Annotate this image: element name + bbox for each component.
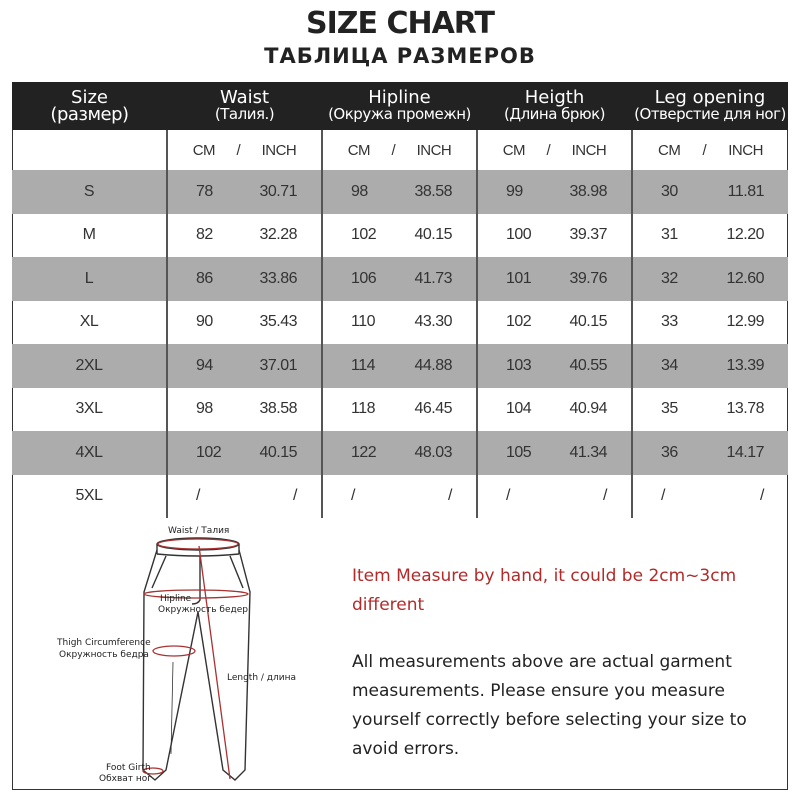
column-header-leg-opening: Leg opening (Отверстие для ног) (632, 82, 788, 130)
units-cell: CM / INCH (632, 130, 788, 170)
cm-value: 94 (196, 356, 213, 374)
cm-value: 118 (351, 400, 376, 418)
inch-value: 13.78 (726, 400, 764, 418)
inch-value: 40.15 (569, 313, 607, 331)
column-header-waist: Waist (Талия.) (167, 82, 322, 130)
measurement-cell (322, 388, 477, 432)
cm-value: 102 (196, 443, 222, 461)
inch-value: / (760, 487, 764, 505)
size-cell: 4XL (12, 431, 167, 475)
inch-value: 12.20 (726, 226, 764, 244)
inch-value: 44.88 (414, 356, 452, 374)
measurement-cell (167, 388, 322, 432)
measurement-cell (167, 344, 322, 388)
inch-value: 12.60 (726, 269, 764, 287)
cm-value: 106 (351, 269, 377, 287)
measurement-cell (632, 170, 788, 214)
measurement-cell (477, 475, 632, 519)
measurement-cell (477, 301, 632, 345)
measurement-cell (632, 301, 788, 345)
measurement-cell (632, 388, 788, 432)
foot-girth-label-ru: Обхват ног (99, 774, 153, 784)
cm-value: 90 (196, 313, 213, 331)
cm-value: / (661, 487, 665, 505)
inch-value: 33.86 (259, 269, 297, 287)
inch-value: 46.45 (414, 400, 452, 418)
cm-value: / (196, 487, 200, 505)
cm-value: 104 (506, 400, 532, 418)
table-row (12, 475, 788, 519)
inch-value: 40.94 (569, 400, 607, 418)
measurement-cell (167, 214, 322, 258)
cm-value: 99 (506, 182, 523, 200)
hipline-label-en: Hipline (160, 594, 192, 604)
units-cell: CM / INCH (477, 130, 632, 170)
measurement-cell (322, 475, 477, 519)
cm-value: / (351, 487, 355, 505)
cm-value: 98 (351, 182, 368, 200)
measurement-cell (322, 344, 477, 388)
table-row (12, 344, 788, 388)
cm-value: 35 (661, 400, 678, 418)
measurement-cell (322, 257, 477, 301)
size-cell: 3XL (75, 400, 103, 418)
cm-value: / (506, 487, 510, 505)
inch-value: 13.39 (726, 356, 764, 374)
measurement-cell (632, 475, 788, 519)
hipline-label-ru: Окружность бедер (158, 605, 248, 615)
page-title: SIZE CHART (305, 6, 495, 41)
cm-value: 105 (506, 443, 532, 461)
table-row (12, 388, 788, 432)
cm-value: 82 (196, 226, 213, 244)
measurement-cell (477, 388, 632, 432)
inch-value: 40.15 (259, 443, 297, 461)
measurement-cell (167, 170, 322, 214)
inch-value: 32.28 (259, 226, 297, 244)
table-row (12, 214, 788, 258)
cm-value: 122 (351, 443, 377, 461)
measure-note: Item Measure by hand, it could be 2cm~3cm different (352, 566, 737, 615)
inch-value: 41.73 (414, 269, 452, 287)
measurement-cell (477, 214, 632, 258)
units-cell: CM / INCH (167, 130, 322, 170)
measurement-cell (322, 431, 477, 475)
cm-value: 33 (661, 313, 678, 331)
units-row (12, 130, 788, 170)
cm-value: 86 (196, 269, 213, 287)
cm-value: 103 (506, 356, 532, 374)
thigh-label-ru: Окружность бедра (59, 650, 149, 660)
measurement-cell (167, 257, 322, 301)
cm-value: 110 (351, 313, 376, 331)
inch-value: 38.98 (569, 182, 607, 200)
size-table (12, 82, 788, 518)
inch-value: 41.34 (569, 443, 607, 461)
measurement-cell (477, 344, 632, 388)
waist-label: Waist / Талия (168, 526, 230, 536)
inch-value: / (603, 487, 607, 505)
inch-value: 48.03 (414, 443, 452, 461)
units-cell: CM / INCH (322, 130, 477, 170)
table-row (12, 431, 788, 475)
inch-value: 38.58 (414, 182, 452, 200)
cm-value: 102 (351, 226, 377, 244)
cm-value: 98 (196, 400, 213, 418)
size-cell: 5XL (75, 487, 103, 505)
inch-value: 38.58 (259, 400, 297, 418)
inch-value: 35.43 (259, 313, 297, 331)
measurement-cell (167, 301, 322, 345)
size-cell: S (12, 170, 167, 214)
measurement-cell (477, 431, 632, 475)
size-cell: L (12, 257, 167, 301)
column-header-height: Heigth (Длина брюк) (477, 82, 632, 130)
cm-value: 100 (506, 226, 532, 244)
measurement-cell (322, 214, 477, 258)
table-row (12, 257, 788, 301)
inch-value: 39.37 (569, 226, 607, 244)
column-header-hipline: Hipline (Окружа промежн) (322, 82, 477, 130)
inch-value: 40.55 (569, 356, 607, 374)
measurement-cell (477, 170, 632, 214)
measurement-cell (167, 431, 322, 475)
cm-value: 31 (661, 226, 678, 244)
cm-value: 34 (661, 356, 678, 374)
cm-value: 78 (196, 182, 213, 200)
cm-value: 114 (351, 356, 376, 374)
measurement-description: All measurements above are actual garment measurements. Please ensure you measure yourself correctly before selecting your size to avoid errors. (352, 652, 747, 759)
measurement-cell (477, 257, 632, 301)
measurement-cell (167, 475, 322, 519)
thigh-label-en: Thigh Circumference (57, 638, 151, 648)
cm-value: 32 (661, 269, 678, 287)
cm-value: 36 (661, 443, 678, 461)
inch-value: 39.76 (569, 269, 607, 287)
inch-value: 43.30 (414, 313, 452, 331)
inch-value: 11.81 (727, 182, 764, 200)
size-cell: 2XL (12, 344, 167, 388)
measurement-cell (632, 214, 788, 258)
units-empty-cell (12, 130, 167, 170)
table-header-row (12, 82, 788, 130)
size-cell: XL (79, 313, 99, 331)
inch-value: 40.15 (414, 226, 452, 244)
table-row (12, 170, 788, 214)
inch-value: 14.17 (726, 443, 764, 461)
cm-value: 30 (661, 182, 678, 200)
inch-value: / (293, 487, 297, 505)
measurement-cell (632, 344, 788, 388)
table-row (12, 301, 788, 345)
measurement-cell (322, 301, 477, 345)
inch-value: 37.01 (259, 356, 297, 374)
column-header-size: Size (размер) (12, 82, 167, 130)
inch-value: 30.71 (259, 182, 297, 200)
inch-value: 12.99 (726, 313, 764, 331)
pants-measurement-illustration (40, 522, 330, 788)
length-label: Length / длина (227, 673, 297, 683)
foot-girth-label-en: Foot Girth (106, 763, 151, 773)
measurement-cell (632, 431, 788, 475)
size-cell: M (82, 226, 96, 244)
measurement-cell (322, 170, 477, 214)
inch-value: / (448, 487, 452, 505)
cm-value: 102 (506, 313, 532, 331)
page-subtitle: ТАБЛИЦА РАЗМЕРОВ (264, 44, 536, 68)
cm-value: 101 (506, 269, 532, 287)
measurement-cell (632, 257, 788, 301)
